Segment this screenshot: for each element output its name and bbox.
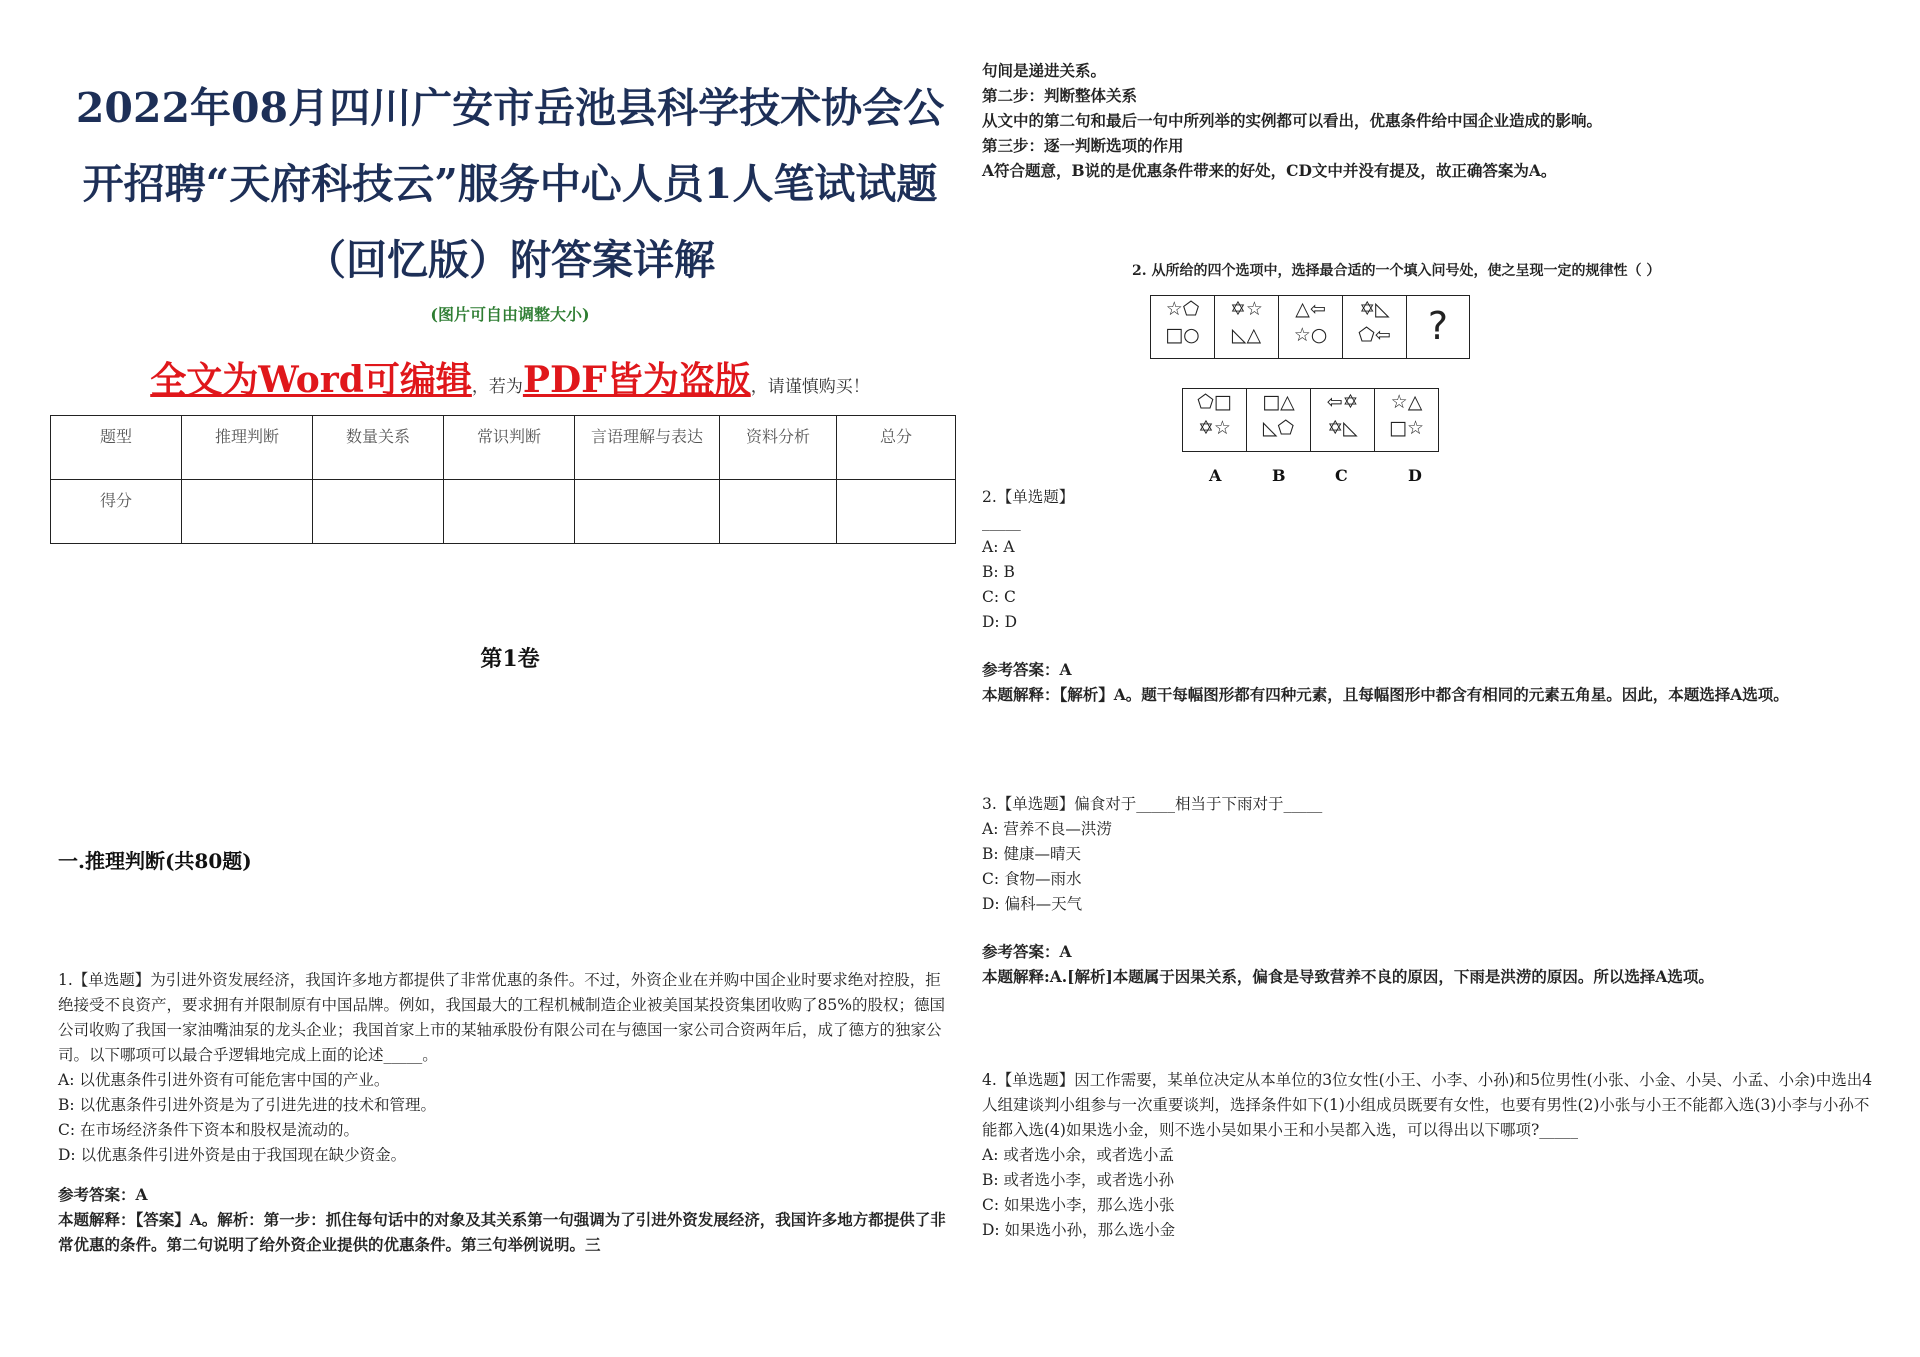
- question-stem: 1.【单选题】为引进外资发展经济，我国许多地方都提供了非常优惠的条件。不过，外资企业在并购中国企业时要求绝对控股，拒绝接受不良资产，要求拥有并限制原有中国品牌。例如，我国最大的工程机械制造企业被美国某投资集团收购了85%的股权；德国公司收购了我国一家油嘴油泵的龙头企业；我国首家上市的某轴承股份有限公司在与德国一家公司合资两年后，成了德方的独家公司。以下哪项可以最合乎逻辑地完成上面的论述_____。: [58, 971, 945, 1064]
- explanation: 本题解释：【解析】A。题干每幅图形都有四种元素，且每幅图形中都含有相同的元素五角星。因此，本题选择A选项。: [982, 685, 1789, 704]
- score-cell[interactable]: [720, 480, 837, 544]
- option-c: C: C: [982, 588, 1016, 606]
- notice-word-editable: 全文为Word可编辑: [150, 359, 472, 401]
- figure-cell-top: □△: [1262, 391, 1295, 413]
- figure-cell-bottom: ☆○: [1293, 324, 1328, 346]
- option-b: B: 健康—晴天: [982, 845, 1082, 863]
- score-table: [50, 415, 956, 544]
- copyright-notice: [60, 352, 960, 403]
- figure-option-label: A: [1209, 466, 1222, 485]
- figure-option-cell: [1182, 388, 1247, 452]
- score-row-label: 得分: [51, 480, 182, 544]
- score-cell[interactable]: [182, 480, 313, 544]
- answer: 参考答案：A: [982, 942, 1072, 961]
- figure-cell-top: ✡☆: [1230, 298, 1263, 320]
- option-b: B: B: [982, 563, 1015, 581]
- figure-cell-bottom: ✡◺: [1327, 417, 1358, 439]
- explanation-line: 第二步：判断整体关系: [982, 86, 1138, 105]
- answer-blank: _____: [982, 513, 1021, 531]
- question-2: [982, 485, 1882, 707]
- figure-option-cell: [1246, 388, 1311, 452]
- question-1: [58, 968, 948, 1257]
- notice-pdf-pirated: PDF皆为盗版: [522, 359, 751, 401]
- question-type: 2.【单选题】: [982, 488, 1075, 506]
- score-header-cell: 常识判断: [444, 416, 575, 480]
- score-table-score-row: [51, 480, 956, 544]
- figure-cell-top: ☆⬠: [1165, 298, 1200, 320]
- part-heading: 一.推理判断(共80题): [58, 849, 252, 873]
- option-d: D: 偏科—天气: [982, 895, 1083, 913]
- option-a: A: 或者选小余，或者选小孟: [982, 1146, 1174, 1164]
- notice-if: ，若为: [471, 377, 523, 397]
- figure-cell-bottom: ⬠⇦: [1358, 324, 1391, 346]
- figure-sequence: [1150, 295, 1470, 359]
- figure-cell: [1150, 295, 1215, 359]
- notice-caution: ，请谨慎购买！: [750, 377, 870, 397]
- option-a: A: 以优惠条件引进外资有可能危害中国的产业。: [58, 1071, 390, 1089]
- score-cell[interactable]: [313, 480, 444, 544]
- figure-options: [1182, 388, 1442, 452]
- question-mark: ?: [1427, 304, 1449, 348]
- question-3: [982, 792, 1882, 989]
- option-d: D: 如果选小孙，那么选小金: [982, 1221, 1176, 1239]
- figure-cell-bottom: □○: [1165, 324, 1200, 346]
- figure-option-label: B: [1272, 466, 1286, 485]
- explanation-line: 第三步：逐一判断选项的作用: [982, 136, 1184, 155]
- explanation-line: 从文中的第二句和最后一句中所列举的实例都可以看出，优惠条件给中国企业造成的影响。: [982, 111, 1603, 130]
- option-c: C: 食物—雨水: [982, 870, 1082, 888]
- score-table-header-row: [51, 416, 956, 480]
- score-header-cell: 总分: [837, 416, 956, 480]
- document-title: 2022年08月四川广安市岳池县科学技术协会公开招聘“天府科技云”服务中心人员1人笔试试题（回忆版）附答案详解: [75, 84, 945, 284]
- figure-option-label: C: [1335, 466, 1348, 485]
- question-stem: 3.【单选题】偏食对于_____相当于下雨对于_____: [982, 795, 1323, 813]
- score-cell[interactable]: [575, 480, 720, 544]
- option-c: C: 如果选小李，那么选小张: [982, 1196, 1175, 1214]
- question-stem: 4.【单选题】因工作需要，某单位决定从本单位的3位女性(小王、小李、小孙)和5位男性(小张、小金、小吴、小孟、小余)中选出4人组建谈判小组参与一次重要谈判，选择条件如下(1)小组成员既要有女性，也要有男性(2)小张与小王不能都入选(3)小李与小孙不能都入选(4)如果选小金，则不选小吴如果小王和小吴都入选，可以得出以下哪项?_____: [982, 1071, 1873, 1139]
- figure-option-cell: [1310, 388, 1375, 452]
- option-b: B: 以优惠条件引进外资是为了引进先进的技术和管理。: [58, 1096, 437, 1114]
- answer: 参考答案：A: [58, 1185, 148, 1204]
- explanation: 本题解释:A.[解析]本题属于因果关系，偏食是导致营养不良的原因，下雨是洪涝的原因。所以选择A选项。: [982, 967, 1714, 986]
- score-cell[interactable]: [837, 480, 956, 544]
- question-4: [982, 1068, 1882, 1243]
- figure-cell-question-mark: [1406, 295, 1470, 359]
- explanation-line: A符合题意，B说的是优惠条件带来的好处，CD文中并没有提及，故正确答案为A。: [982, 161, 1557, 180]
- figure-option-label: D: [1408, 466, 1422, 485]
- figure-cell-top: ☆△: [1390, 391, 1423, 413]
- option-d: D: D: [982, 613, 1018, 631]
- option-b: B: 或者选小李，或者选小孙: [982, 1171, 1175, 1189]
- image-resize-note: (图片可自由调整大小): [430, 305, 590, 324]
- option-a: A: 营养不良—洪涝: [982, 820, 1112, 838]
- figure-cell-top: ⇦✡: [1326, 391, 1359, 413]
- option-d: D: 以优惠条件引进外资是由于我国现在缺少资金。: [58, 1146, 407, 1164]
- figure-cell-bottom: ✡☆: [1198, 417, 1231, 439]
- figure-cell: [1278, 295, 1343, 359]
- score-header-cell: 推理判断: [182, 416, 313, 480]
- figure-cell: [1214, 295, 1279, 359]
- explanation-line: 句间是递进关系。: [982, 61, 1107, 80]
- option-c: C: 在市场经济条件下资本和股权是流动的。: [58, 1121, 360, 1139]
- answer: 参考答案：A: [982, 660, 1072, 679]
- volume-title: 第1卷: [480, 646, 540, 672]
- question-1-explanation-continued: [982, 58, 1882, 183]
- explanation: 本题解释：【答案】A。解析：第一步：抓住每句话中的对象及其关系第一句强调为了引进外资发展经济，我国许多地方都提供了非常优惠的条件。第二句说明了给外资企业提供的优惠条件。第三句举例说明。三: [58, 1210, 946, 1254]
- figure-option-cell: [1374, 388, 1439, 452]
- figure-cell-bottom: □☆: [1389, 417, 1424, 439]
- score-cell[interactable]: [444, 480, 575, 544]
- figure-cell-top: △⇦: [1295, 298, 1326, 320]
- score-header-cell: 数量关系: [313, 416, 444, 480]
- question-2-figure-stem: 2. 从所给的四个选项中，选择最合适的一个填入问号处，使之呈现一定的规律性（ ）: [1132, 263, 1661, 279]
- score-header-cell: 题型: [51, 416, 182, 480]
- score-header-cell: 言语理解与表达: [575, 416, 720, 480]
- score-header-cell: 资料分析: [720, 416, 837, 480]
- option-a: A: A: [982, 538, 1015, 556]
- figure-cell: [1342, 295, 1407, 359]
- figure-cell-bottom: ◺△: [1231, 324, 1262, 346]
- figure-cell-top: ✡◺: [1359, 298, 1390, 320]
- figure-cell-top: ⬠□: [1197, 391, 1232, 413]
- figure-cell-bottom: ◺⬠: [1262, 417, 1295, 439]
